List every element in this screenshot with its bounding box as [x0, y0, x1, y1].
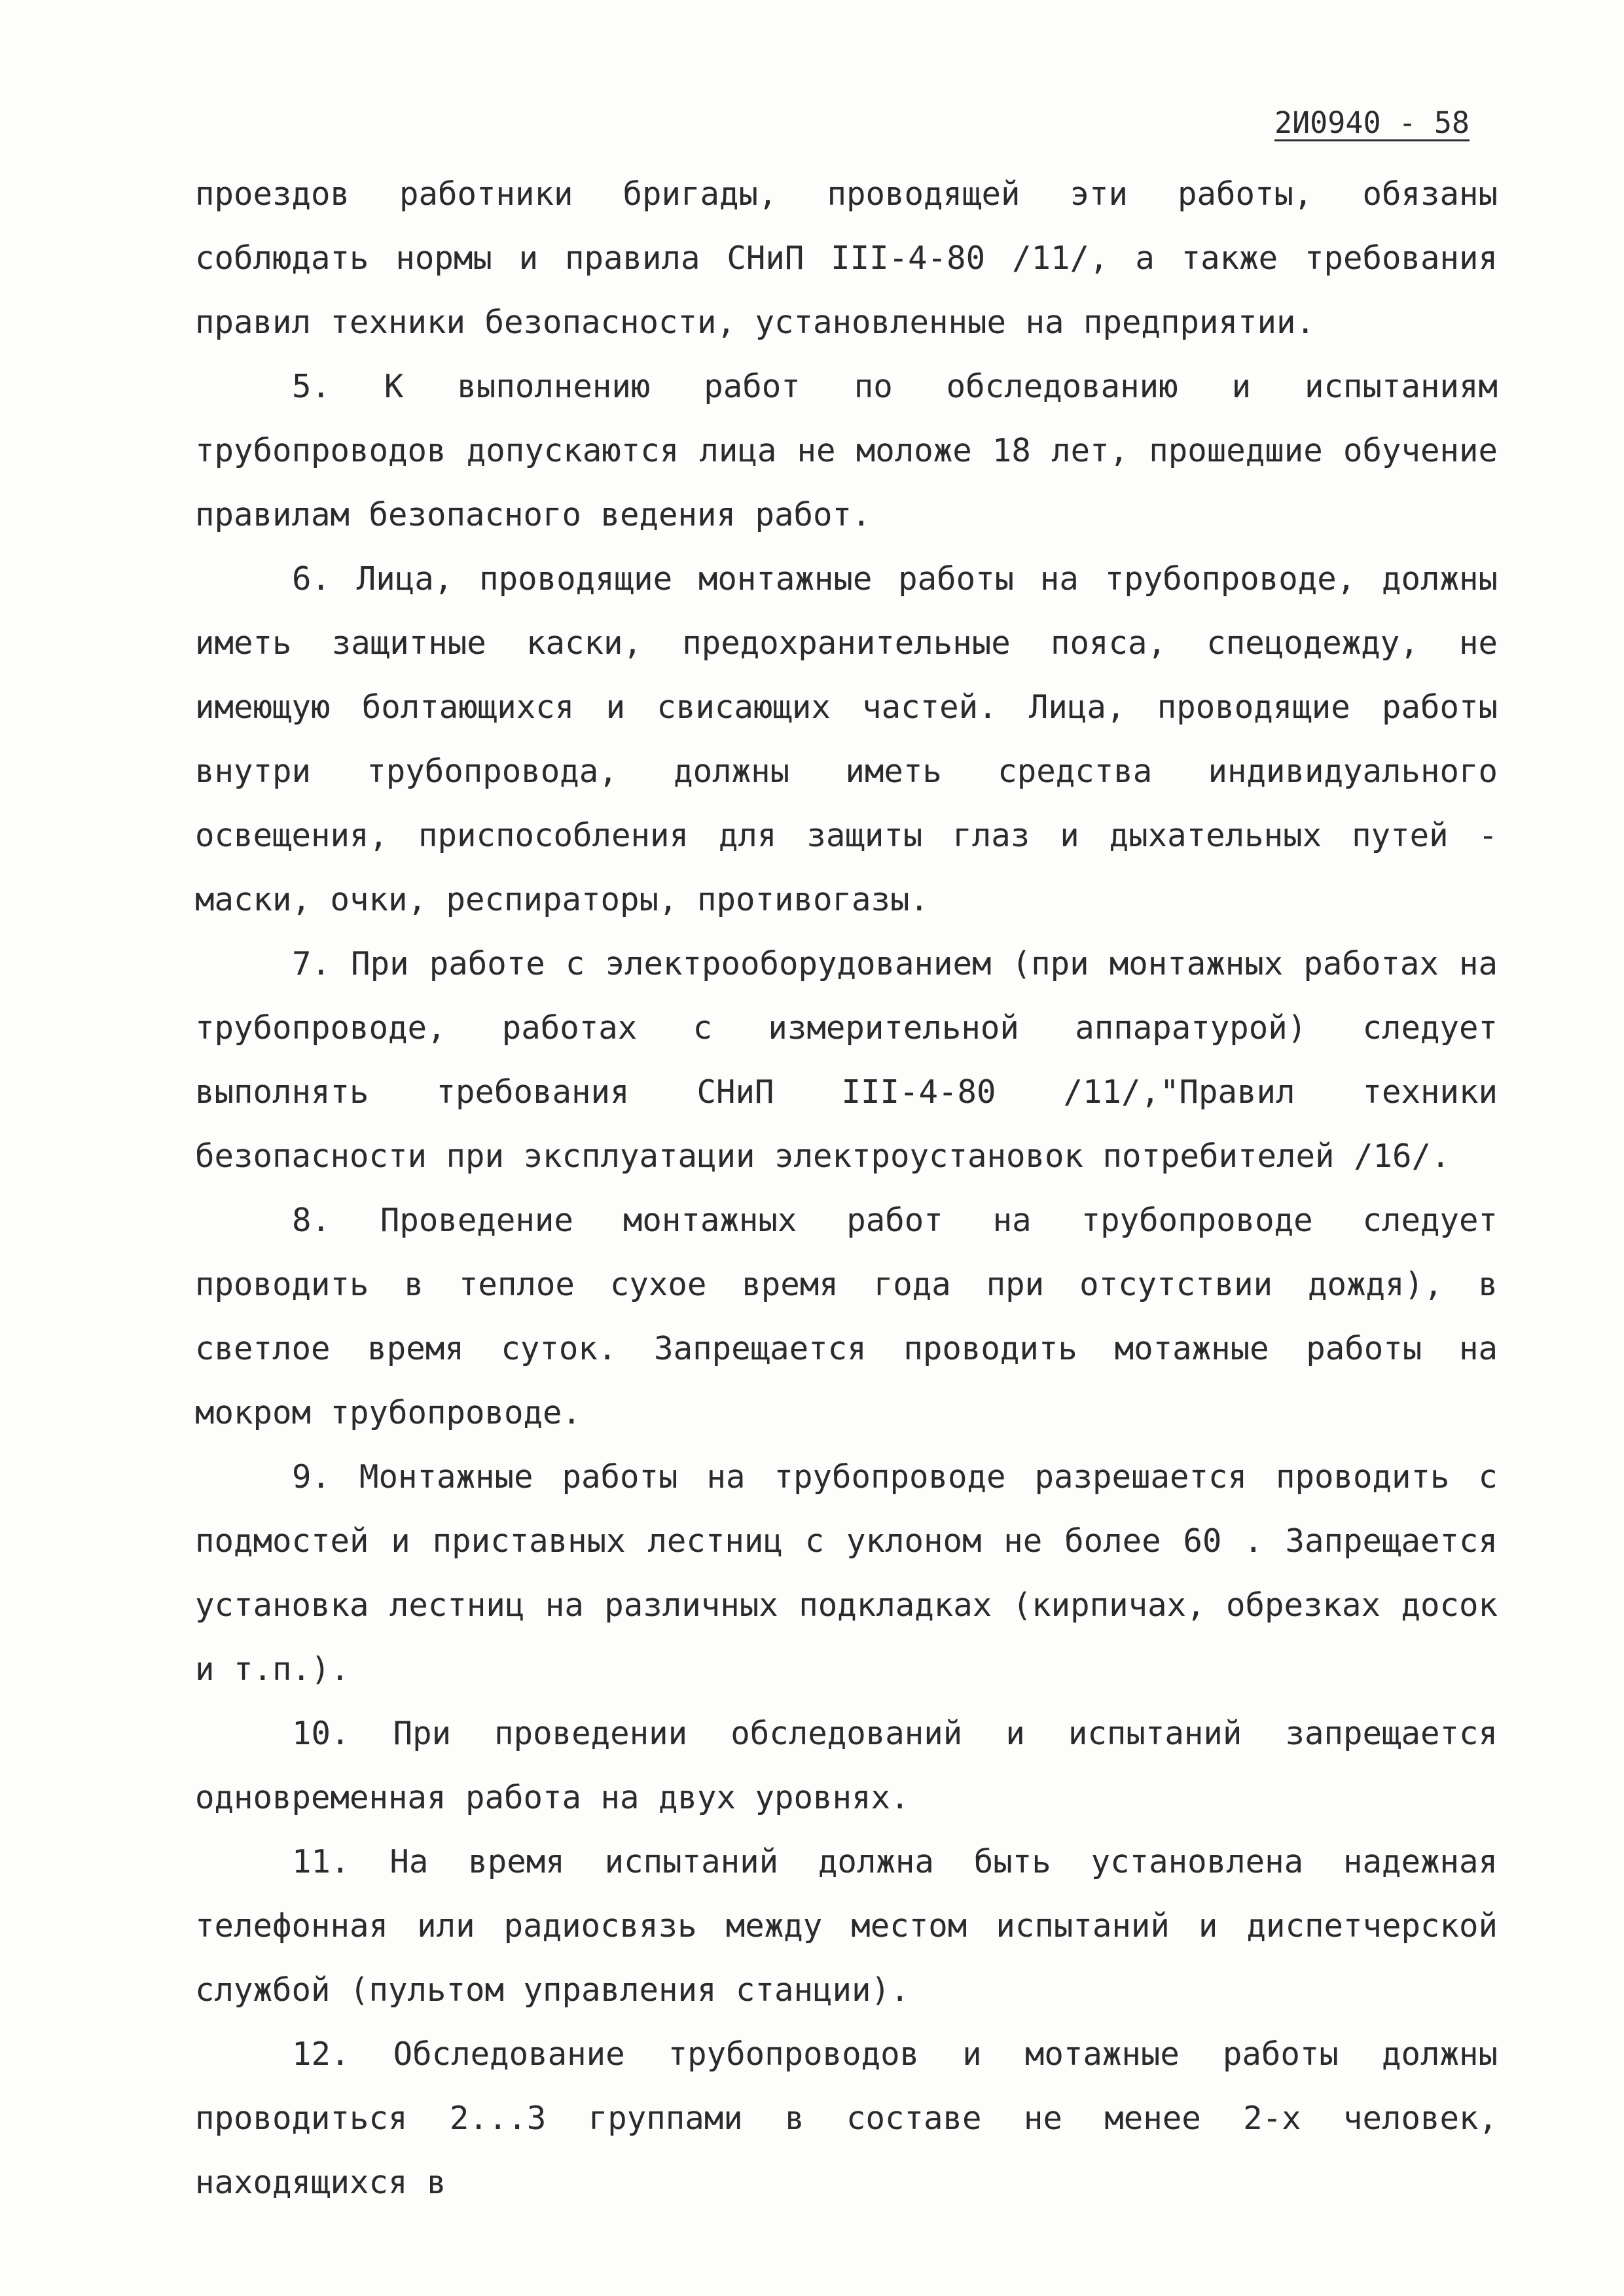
paragraph-item-12: 12. Обследование трубопроводов и мотажные работы должны проводиться 2...3 группами в составе не менее 2-х человек, находящихся в: [195, 2036, 1498, 2201]
body-text: [195, 162, 1498, 2215]
paragraph-item-5: 5. К выполнению работ по обследованию и испытаниям трубопроводов допускаются лица не моложе 18 лет, прошедшие обучение правилам безопасного ведения работ.: [195, 368, 1498, 533]
document-number: 2И0940 - 58: [1274, 105, 1470, 140]
paragraph-item-6: 6. Лица, проводящие монтажные работы на трубопроводе, должны иметь защитные каски, предохранительные пояса, спецодежду, не имеющую болтающихся и свисающих частей. Лица, проводящие работы внутри трубопровода, должны иметь средства индивидуального освещения, приспособления для защиты глаз и дыхательных путей - маски, очки, респираторы, противогазы.: [195, 560, 1498, 918]
paragraph-item-9: 9. Монтажные работы на трубопроводе разрешается проводить с подмостей и приставных лестниц с уклоном не более 60 . Запрещается установка лестниц на различных подкладках (кирпичах, обрезках досок и т.п.).: [195, 1458, 1498, 1688]
paragraph-item-8: 8. Проведение монтажных работ на трубопроводе следует проводить в теплое сухое время года при отсутствии дождя), в светлое время суток. Запрещается проводить мотажные работы на мокром трубопроводе.: [195, 1202, 1498, 1431]
paragraph-continuation: проездов работники бригады, проводящей эти работы, обязаны соблюдать нормы и правила СНиП III-4-80 /11/, а также требования правил техники безопасности, установленные на предприятии.: [195, 175, 1498, 341]
paragraph-item-7: 7. При работе с электрооборудованием (при монтажных работах на трубопроводе, работах с измерительной аппаратурой) следует выполнять требования СНиП III-4-80 /11/,"Правил техники безопасности при эксплуатации электроустановок потребителей /16/.: [195, 945, 1498, 1175]
paragraph-item-10: 10. При проведении обследований и испытаний запрещается одновременная работа на двух уровнях.: [195, 1715, 1498, 1816]
paragraph-item-11: 11. На время испытаний должна быть установлена надежная телефонная или радиосвязь между местом испытаний и диспетчерской службой (пультом управления станции).: [195, 1843, 1498, 2009]
